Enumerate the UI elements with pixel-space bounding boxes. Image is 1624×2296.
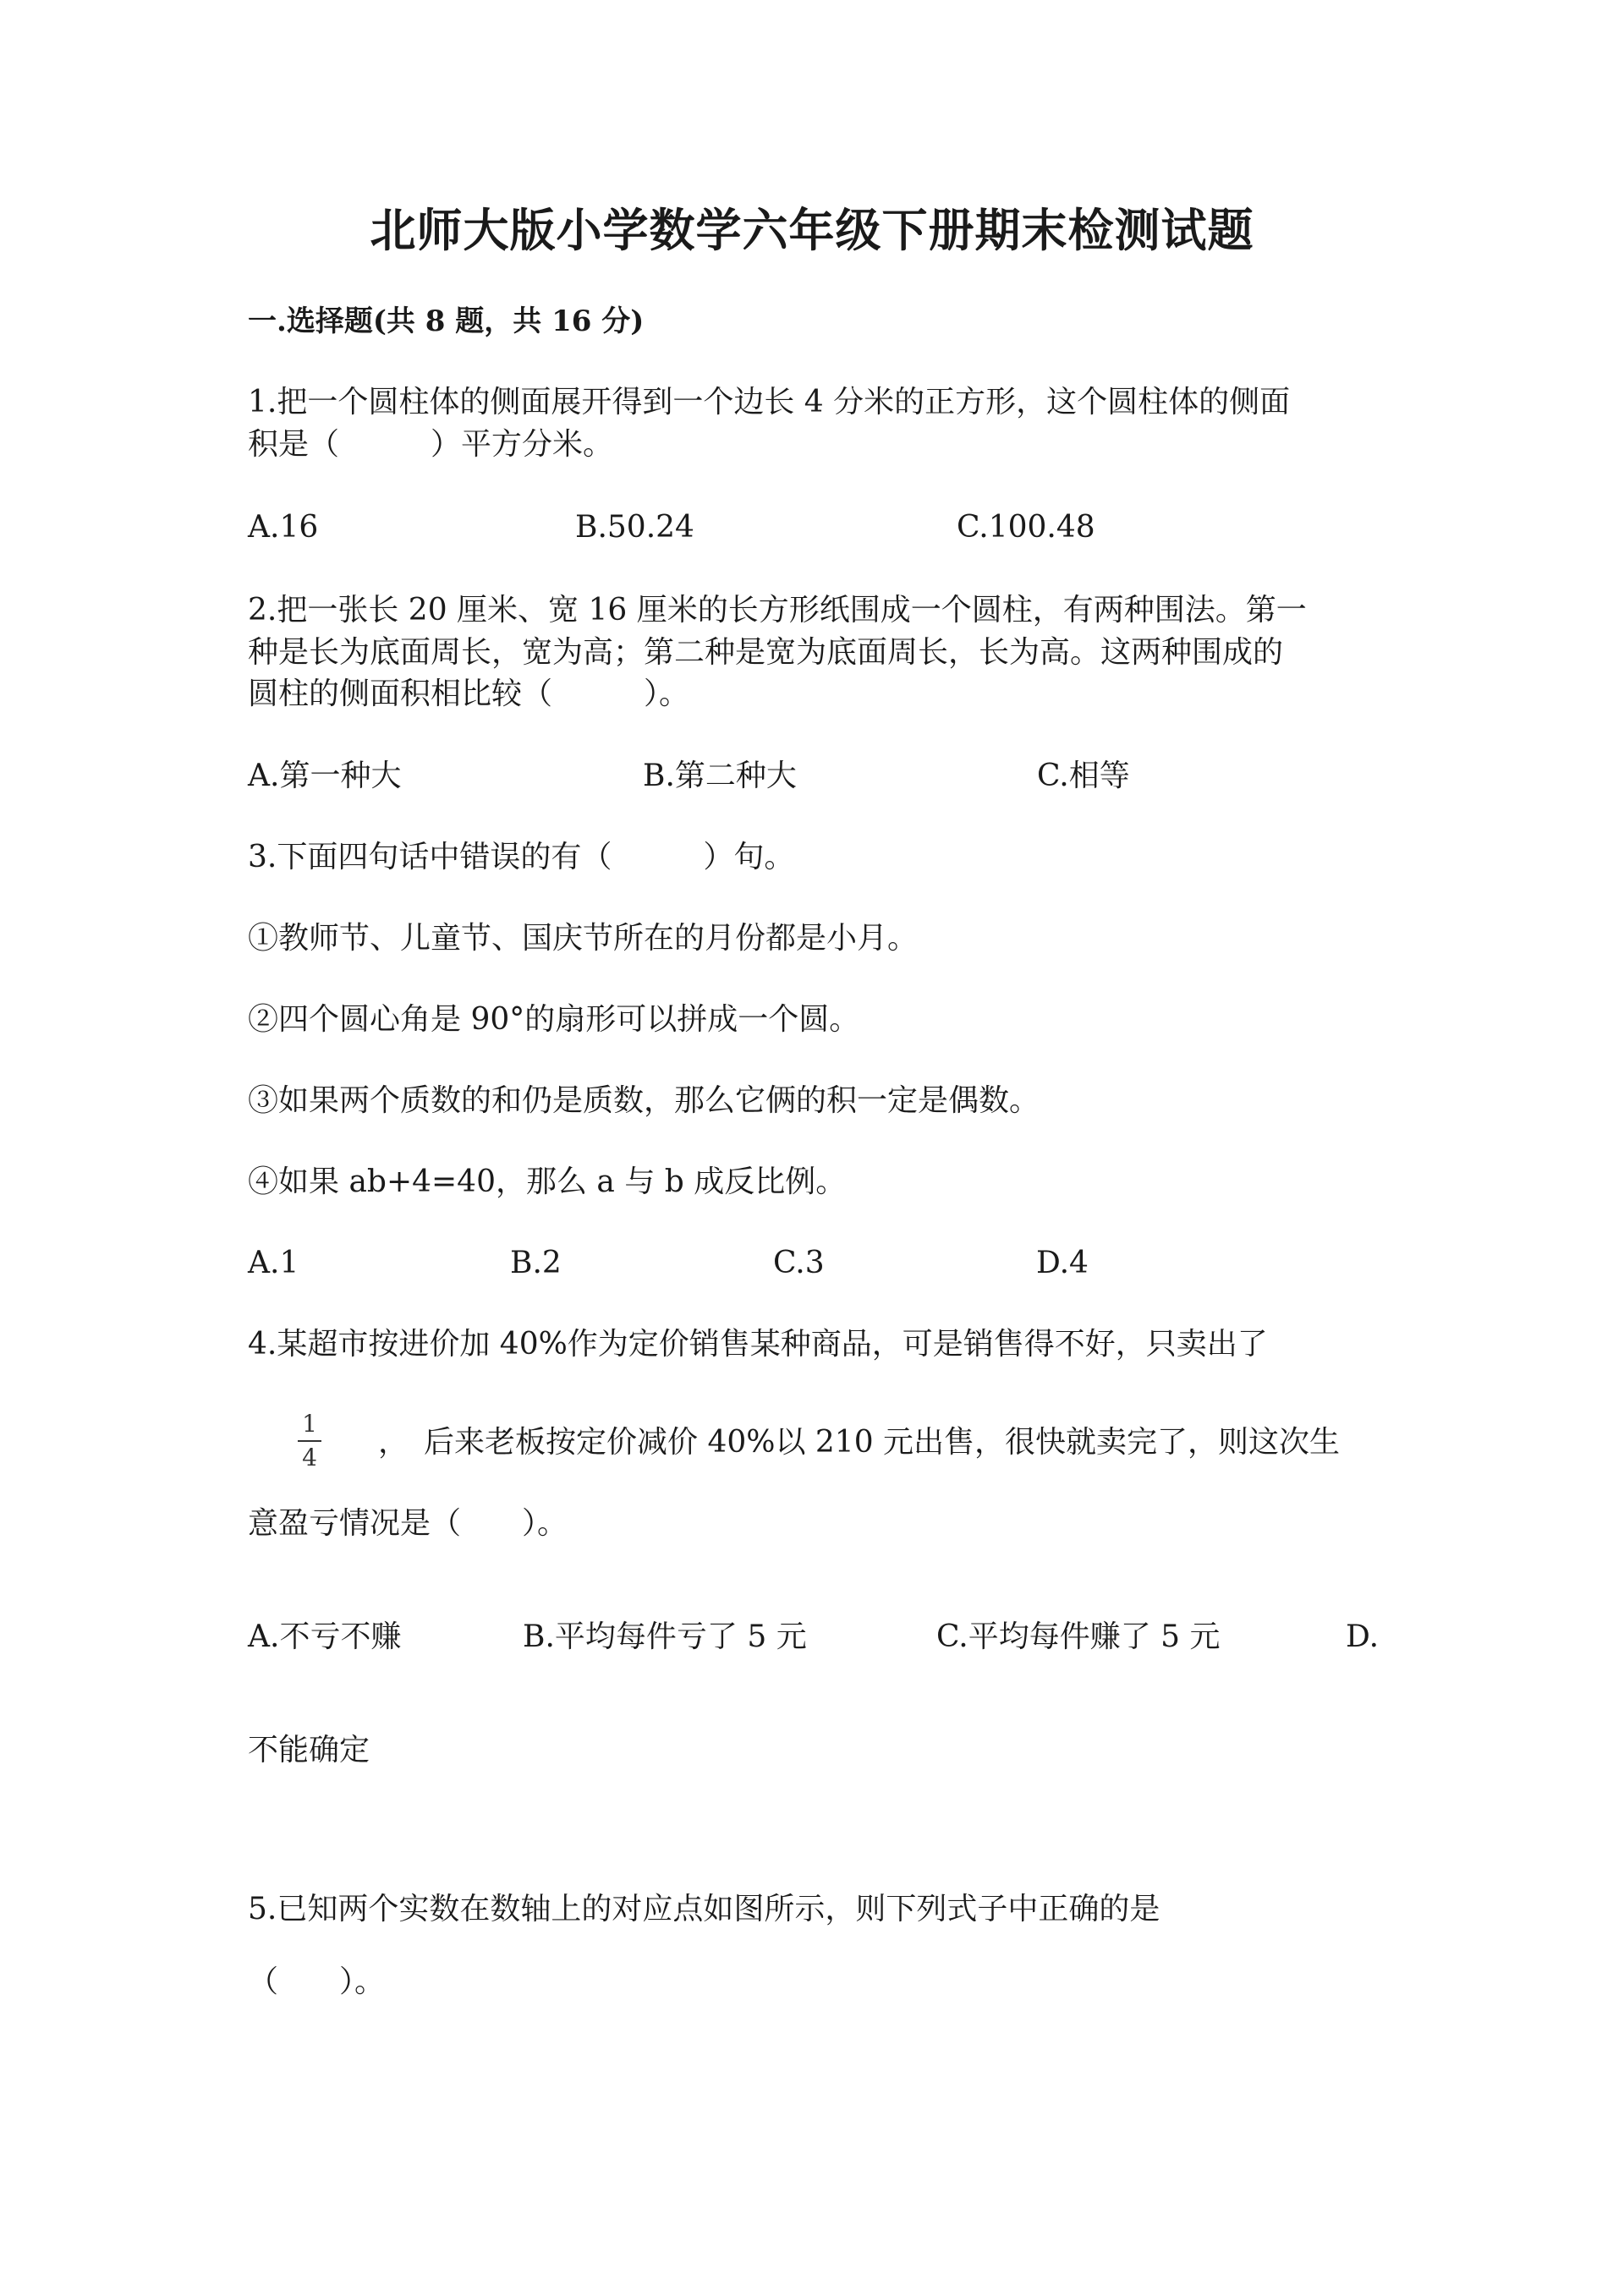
question-4-option-c: C.平均每件赚了 5 元 bbox=[936, 1619, 1221, 1654]
section-heading: 一.选择题(共 8 题，共 16 分) bbox=[248, 304, 645, 338]
fraction-numerator: 1 bbox=[302, 1410, 317, 1438]
question-3-option-c: C.3 bbox=[773, 1246, 825, 1280]
question-2-option-a: A.第一种大 bbox=[248, 759, 402, 793]
question-3-statement-3: ③如果两个质数的和仍是质数，那么它俩的积一定是偶数。 bbox=[248, 1083, 1040, 1118]
question-4-option-a: A.不亏不赚 bbox=[248, 1619, 402, 1654]
question-2-line-2: 种是长为底面周长，宽为高；第二种是宽为底面周长，长为高。这两种围成的 bbox=[248, 635, 1284, 670]
question-1-line-1: 1.把一个圆柱体的侧面展开得到一个边长 4 分米的正方形，这个圆柱体的侧面 bbox=[248, 385, 1291, 419]
question-3-option-a: A.1 bbox=[248, 1246, 299, 1280]
question-3-option-b: B.2 bbox=[510, 1246, 562, 1280]
question-5-line-1: 5.已知两个实数在数轴上的对应点如图所示，则下列式子中正确的是 bbox=[248, 1892, 1160, 1926]
question-1-line-2: 积是（ ）平方分米。 bbox=[248, 427, 614, 462]
question-2-option-c: C.相等 bbox=[1037, 759, 1130, 793]
question-3-statement-2: ②四个圆心角是 90°的扇形可以拼成一个圆。 bbox=[248, 1002, 860, 1037]
fraction-denominator: 4 bbox=[302, 1444, 317, 1471]
question-1-option-b: B.50.24 bbox=[575, 510, 694, 545]
question-4-line-3: 意盈亏情况是（ ）。 bbox=[248, 1506, 568, 1541]
question-2-line-3: 圆柱的侧面积相比较（ ）。 bbox=[248, 677, 690, 711]
fraction-one-quarter bbox=[294, 1411, 325, 1471]
question-2-line-1: 2.把一张长 20 厘米、宽 16 厘米的长方形纸围成一个圆柱，有两种围法。第一 bbox=[248, 593, 1307, 627]
question-4-line-1: 4.某超市按进价加 40%作为定价销售某种商品，可是销售得不好，只卖出了 bbox=[248, 1327, 1268, 1362]
question-4-option-b: B.平均每件亏了 5 元 bbox=[523, 1619, 807, 1654]
question-4-option-d: D. bbox=[1346, 1619, 1380, 1654]
question-4-option-d-text: 不能确定 bbox=[248, 1733, 370, 1767]
question-5-line-2: （ ）。 bbox=[248, 1964, 386, 1999]
fraction-bar bbox=[298, 1440, 321, 1442]
question-1-option-c: C.100.48 bbox=[957, 510, 1095, 545]
question-3-statement-4: ④如果 ab+4=40，那么 a 与 b 成反比例。 bbox=[248, 1164, 847, 1199]
question-4-line-2: ， 后来老板按定价减价 40%以 210 元出售，很快就卖完了，则这次生 bbox=[378, 1425, 1341, 1460]
question-3-line-1: 3.下面四句话中错误的有（ ）句。 bbox=[248, 840, 795, 874]
question-3-option-d: D.4 bbox=[1036, 1246, 1089, 1280]
question-2-option-b: B.第二种大 bbox=[643, 759, 797, 793]
page-title: 北师大版小学数学六年级下册期末检测试题 bbox=[370, 203, 1254, 257]
question-3-statement-1: ①教师节、儿童节、国庆节所在的月份都是小月。 bbox=[248, 921, 919, 956]
question-1-option-a: A.16 bbox=[248, 510, 319, 545]
